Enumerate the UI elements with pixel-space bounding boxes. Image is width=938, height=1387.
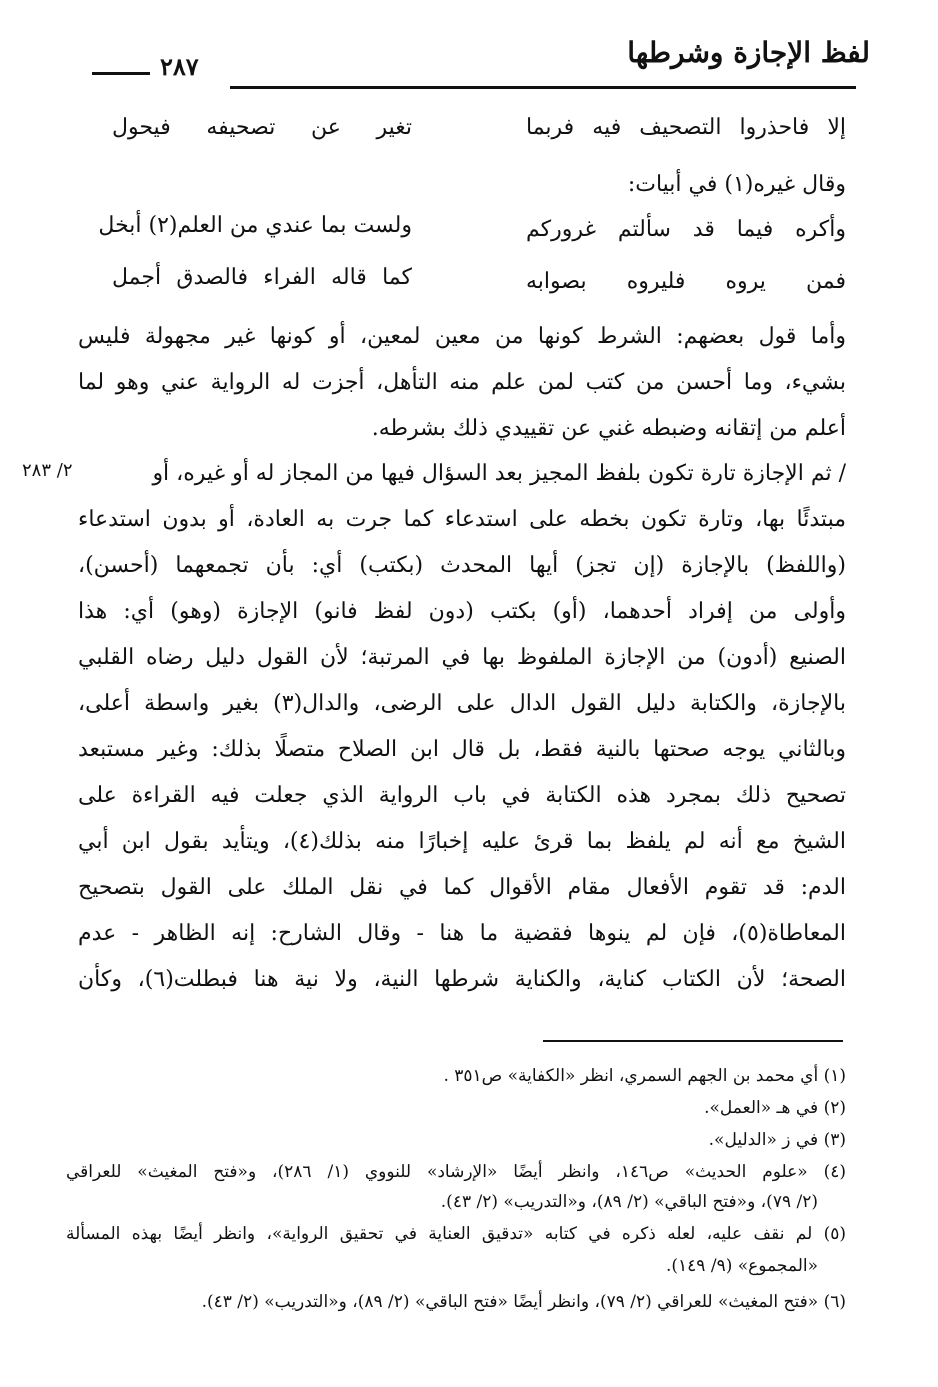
footnote-5-continuation: «المجموع» (٩/ ١٤٩). <box>665 1256 818 1276</box>
body-line: وأولى من إفراد أحدهما، (أو) بكتب (دون لفظ فانو) الإجازة (وهو) أي: هذا <box>78 599 846 624</box>
header-rule-left <box>92 72 150 75</box>
footnote-5: (٥) لم نقف عليه، لعله ذكره في كتابه «تدقيق العناية في تحقيق الرواية»، وانظر أيضًا بهذه المسألة <box>66 1224 846 1244</box>
footnote-6: (٦) «فتح المغيث» للعراقي (٢/ ٧٩)، وانظر أيضًا «فتح الباقي» (٢/ ٨٩)، و«التدريب» (٢/ ٤٣). <box>201 1292 846 1312</box>
body-line: تصحيح ذلك بمجرد هذه الكتابة في باب الرواية الذي جعلت فيه القراءة على <box>78 783 846 808</box>
header-rule <box>230 86 856 89</box>
poem2-line2-left: كما قاله الفراء فالصدق أجمل <box>112 265 412 290</box>
running-title: لفظ الإجازة وشرطها <box>627 36 870 69</box>
intro-line: وقال غيره(١) في أبيات: <box>627 172 846 197</box>
body-line: مبتدئًا بها، وتارة تكون بخطه على استدعاء كما جرت به العادة، أو بدون استدعاء <box>78 507 846 532</box>
footnote-2: (٢) في هـ «العمل». <box>704 1098 846 1118</box>
body-line: / ثم الإجازة تارة تكون بلفظ المجيز بعد السؤال فيها من المجاز له أو غيره، أو <box>152 461 846 486</box>
poem1-hemistich-left: تغير عن تصحيفه فيحول <box>112 115 412 140</box>
body-line: الصنيع (أدون) من الإجازة الملفوظ بها في المرتبة؛ لأن القول دليل رضاه القلبي <box>78 645 846 670</box>
body-line: وأما قول بعضهم: الشرط كونها من معين لمعين، أو كونها غير مجهولة فليس <box>78 324 846 349</box>
body-line: بالإجازة، والكتابة دليل القول الدال على الرضى، والدال(٣) بغير واسطة أعلى، <box>78 691 846 716</box>
poem2-line1-right: وأكره فيما قد سألتم غروركم <box>526 217 846 242</box>
body-line: المعاطاة(٥)، فإن لم ينوها فقضية ما هنا - وقال الشارح: إنه الظاهر - عدم <box>78 921 846 946</box>
body-line: أعلم من إتقانه وضبطه غني عن تقييدي ذلك بشرطه. <box>371 416 846 441</box>
body-line: الدم: قد تقوم الأفعال مقام الأقوال كما في نقل الملك على القول بتصحيح <box>78 875 846 900</box>
poem2-line2-right: فمن يروه فليروه بصوابه <box>526 269 846 294</box>
page-number: ٢٨٧ <box>160 52 199 81</box>
body-line: وبالثاني يوجه صحتها بالنية فقط، بل قال ابن الصلاح متصلًا بذلك: وغير مستبعد <box>78 737 846 762</box>
footnote-separator <box>543 1040 843 1042</box>
body-line: (واللفظ) بالإجازة (إن تجز) أيها المحدث (بكتب) أي: بأن تجمعهما (أحسن)، <box>78 553 846 578</box>
body-line: الشيخ مع أنه لم يلفظ بما قرئ عليه إخبارًا منه بذلك(٤)، ويتأيد بقول ابن أبي <box>78 829 846 854</box>
footnote-3: (٣) في ز «الدليل». <box>708 1130 846 1150</box>
footnote-1: (١) أي محمد بن الجهم السمري، انظر «الكفاية» ص٣٥١ . <box>443 1066 846 1086</box>
margin-page-reference: ٢/ ٢٨٣ <box>22 460 73 481</box>
poem1-hemistich-right: إلا فاحذروا التصحيف فيه فربما <box>526 115 846 140</box>
body-line: الصحة؛ لأن الكتاب كناية، والكناية شرطها النية، ولا نية هنا فبطلت(٦)، وكأن <box>78 967 846 992</box>
footnote-4: (٤) «علوم الحديث» ص١٤٦، وانظر أيضًا «الإرشاد» للنووي (١/ ٢٨٦)، و«فتح المغيث» للعراقي <box>66 1162 846 1182</box>
poem2-line1-left: ولست بما عندي من العلم(٢) أبخل <box>98 213 412 238</box>
footnote-4-continuation: (٢/ ٧٩)، و«فتح الباقي» (٢/ ٨٩)، و«التدريب» (٢/ ٤٣). <box>440 1192 818 1212</box>
body-line: بشيء، وما أحسن من كتب لمن علم منه التأهل، أجزت له الرواية عني وهو لما <box>78 370 846 395</box>
